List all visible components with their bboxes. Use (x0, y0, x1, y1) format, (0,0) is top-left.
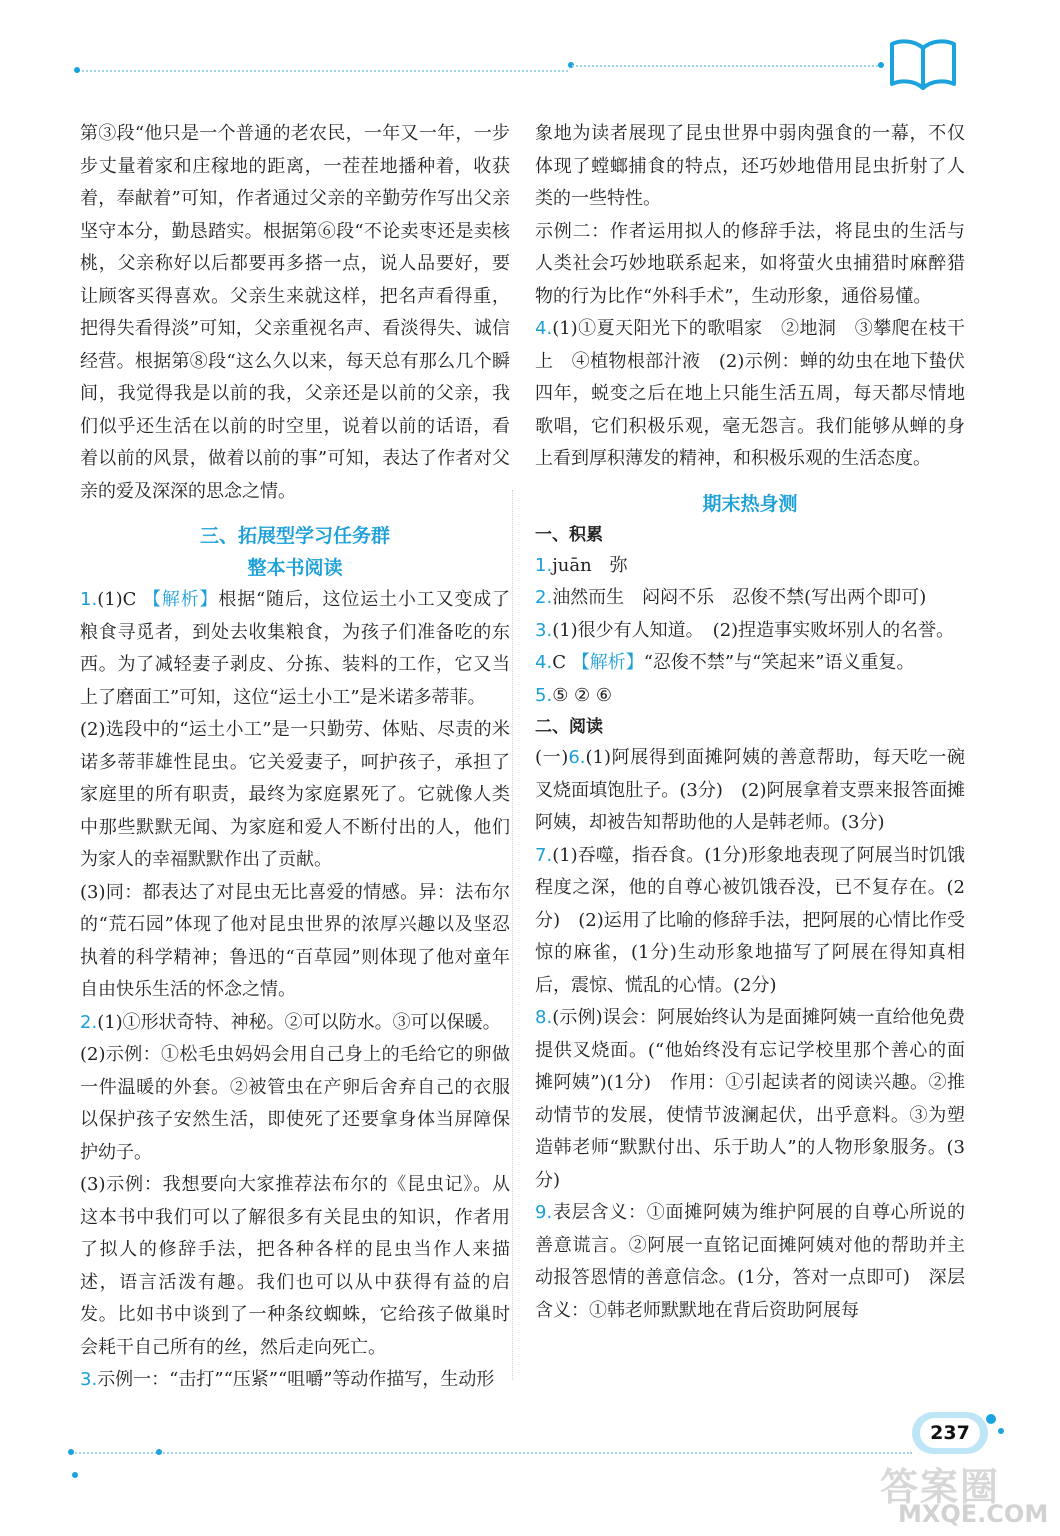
watermark (880, 1456, 1050, 1528)
watermark-url: MXQE.COM (898, 1500, 1049, 1528)
question-2 (80, 1007, 510, 1040)
footer-dot (156, 1449, 162, 1455)
answer-paragraph: (3)同：都表达了对昆虫无比喜爱的情感。异：法布尔的“荒石园”体现了他对昆虫世界的浓厚兴趣以及坚忍执着的科学精神；鲁迅的“百草园”则体现了他对童年自由快乐生活的怀念之情。 (80, 881, 510, 1000)
answer-text: 示例一：“击打”“压紧”“咀嚼”等动作描写，生动形 (97, 1369, 495, 1390)
analysis-tag: 【解析】 (571, 652, 644, 673)
footer-dot (68, 1449, 74, 1455)
badge-dot (986, 1414, 996, 1424)
question-3 (80, 1364, 510, 1397)
question-number: 3. (535, 619, 553, 641)
answer-7 (535, 840, 965, 1003)
footer-dotted-line (72, 1452, 912, 1454)
question-number: 7. (535, 844, 553, 866)
right-column (535, 118, 965, 1327)
reading-part-label: (一) (535, 747, 569, 768)
question-number: 3. (80, 1369, 98, 1390)
question-number: 2. (80, 1011, 98, 1033)
header-dot (878, 62, 884, 68)
left-column (80, 118, 510, 1397)
answer-paragraph: (2)选段中的“运土小工”是一只勤劳、体贴、尽责的米诺多蒂菲雄性昆虫。它关爱妻子，呵护孩子，承担了家庭里的所有职责，最终为家庭累死了。它就像人类中那些默默无闻、为家庭和爱人不断付出的人，他们为家人的幸福默默作出了贡献。 (80, 719, 510, 870)
footer-dot (72, 1472, 78, 1478)
question-number: 5. (535, 684, 553, 706)
answer-text: juān 弥 (552, 554, 628, 576)
header-dot (74, 67, 80, 73)
part-heading: 一、积累 (535, 524, 603, 545)
answer-text: (1)吞噬，指吞食。(1分)形象地表现了阿展当时饥饿程度之深，他的自尊心被饥饿吞没，已不复存在。(2分) (2)运用了比喻的修辞手法，把阿展的心情比作受惊的麻雀，(1分)生动形象地描写了阿展在得知真相后，震惊、慌乱的心情。(2分) (535, 844, 965, 996)
answer-3 (535, 615, 965, 648)
answer-text: (1)①形状奇特、神秘。②可以防水。③可以保暖。 (97, 1011, 501, 1033)
answer-choice: C (552, 652, 566, 673)
answer-paragraph: 第③段“他只是一个普通的老农民，一年又一年，一步步丈量着家和庄稼地的距离，一茬茬地播种着，收获着，奉献着”可知，作者通过父亲的辛勤劳作写出父亲坚守本分，勤恳踏实。根据第⑥段“不论卖枣还是卖核桃，父亲称好以后都要再多搭一点，说人品要好，要让顾客买得喜欢。父亲生来就这样，把名声看得重，把得失看得淡”可知，父亲重视名声、看淡得失、诚信经营。根据第⑧段“这么久以来，每天总有那么几个瞬间，我觉得我是以前的我，父亲还是以前的父亲，我们似乎还生活在以前的时空里，说着以前的话语，看着以前的风景，做着以前的事”可知，表达了作者对父亲的爱及深深的思念之情。 (80, 123, 510, 502)
answer-paragraph: (2)示例：①松毛虫妈妈会用自己身上的毛给它的卵做一件温暖的外套。②被管虫在产卵后舍弃自己的衣服以保护孩子安然生活，即使死了还要拿身体当屏障保护幼子。 (80, 1044, 510, 1163)
answer-8 (535, 1002, 965, 1197)
answer-6 (535, 742, 965, 840)
header-dotted-line-right (572, 65, 882, 67)
page-number: 237 (920, 1418, 980, 1448)
question-number: 6. (568, 747, 586, 768)
answer-text: “忍俊不禁”与“笑起来”语义重复。 (643, 652, 915, 673)
answer-text: 根据“随后，这位运土小工又变成了粮食寻觅者，到处去收集粮食，为孩子们准备吃的东西。为了减轻妻子剥皮、分拣、装料的工作，它又当上了磨面工”可知，这位“运土小工”是米诺多蒂菲。 (80, 589, 511, 708)
column-divider (512, 490, 513, 1380)
answer-text: (1)很少有人知道。 (2)捏造事实败坏别人的名誉。 (552, 619, 955, 641)
badge-dot (998, 1428, 1004, 1434)
answer-2 (535, 582, 965, 615)
answer-paragraph: 象地为读者展现了昆虫世界中弱肉强食的一幕，不仅体现了螳螂捕食的特点，还巧妙地借用昆虫折射了人类的一些特性。 (535, 123, 965, 209)
answer-1 (535, 550, 965, 583)
part-heading: 二、阅读 (535, 717, 603, 737)
answer-text: ⑤ ② ⑥ (552, 684, 613, 706)
answer-text: (1)阿展得到面摊阿姨的善意帮助，每天吃一碗叉烧面填饱肚子。(3分) (2)阿展拿着支票来报答面摊阿姨，却被告知帮助他的人是韩老师。(3分) (535, 747, 965, 833)
question-number: 8. (535, 1007, 553, 1028)
answer-text: (示例)误会：阿展始终认为是面摊阿姨一直给他免费提供叉烧面。(“他始终没有忘记学校里那个善心的面摊阿姨”)(1分) 作用：①引起读者的阅读兴趣。②推动情节的发展，使情节波澜起伏，出乎意料。③为塑造韩老师“默默付出、乐于助人”的人物形象服务。(3分) (535, 1007, 965, 1191)
answer-text: (1)①夏天阳光下的歌唱家 ②地洞 ③攀爬在枝干上 ④植物根部汁液 (2)示例：蝉的幼虫在地下蛰伏四年，蜕变之后在地上只能生活五周，每天都尽情地歌唱，它们积极乐观，毫无怨言。我们能够从蝉的身上看到厚积薄发的精神，和积极乐观的生活态度。 (535, 318, 965, 469)
analysis-tag: 【解析】 (143, 589, 219, 610)
section-subtitle: 整本书阅读 (247, 557, 343, 579)
answer-4 (535, 647, 965, 680)
header-dotted-line-left (78, 70, 568, 72)
watermark-logo-text: 答案圈 (880, 1465, 1001, 1509)
question-4 (535, 313, 965, 476)
open-book-icon (888, 38, 958, 90)
question-number: 4. (535, 318, 553, 339)
answer-choice: (1)C (97, 589, 137, 610)
answer-paragraph: (3)示例：我想要向大家推荐法布尔的《昆虫记》。从这本书中我们可以了解很多有关昆虫的知识，作者用了拟人的修辞手法，把各种各样的昆虫当作人来描述，语言活泼有趣。我们也可以从中获得有益的启发。比如书中谈到了一种条纹蜘蛛，它给孩子做巢时会耗干自己所有的丝，然后走向死亡。 (80, 1174, 510, 1358)
question-number: 4. (535, 652, 553, 673)
answer-9 (535, 1197, 965, 1327)
answer-paragraph: 示例二：作者运用拟人的修辞手法，将昆虫的生活与人类社会巧妙地联系起来，如将萤火虫捕猎时麻醉猎物的行为比作“外科手术”，生动形象，通俗易懂。 (535, 220, 965, 307)
answer-text: 油然而生 闷闷不乐 忍俊不禁(写出两个即可) (552, 587, 927, 608)
answer-text: 表层含义：①面摊阿姨为维护阿展的自尊心所说的善意谎言。②阿展一直铭记面摊阿姨对他的帮助并主动报答恩情的善意信念。(1分，答对一点即可) 深层含义：①韩老师默默地在背后资助阿展每 (535, 1202, 965, 1321)
question-1 (80, 584, 510, 714)
section-title: 三、拓展型学习任务群 (199, 525, 390, 547)
answer-5 (535, 680, 965, 713)
question-number: 2. (535, 587, 553, 608)
section-title: 期末热身测 (702, 492, 798, 515)
question-number: 9. (535, 1202, 553, 1223)
question-number: 1. (80, 589, 98, 610)
question-number: 1. (535, 554, 553, 576)
